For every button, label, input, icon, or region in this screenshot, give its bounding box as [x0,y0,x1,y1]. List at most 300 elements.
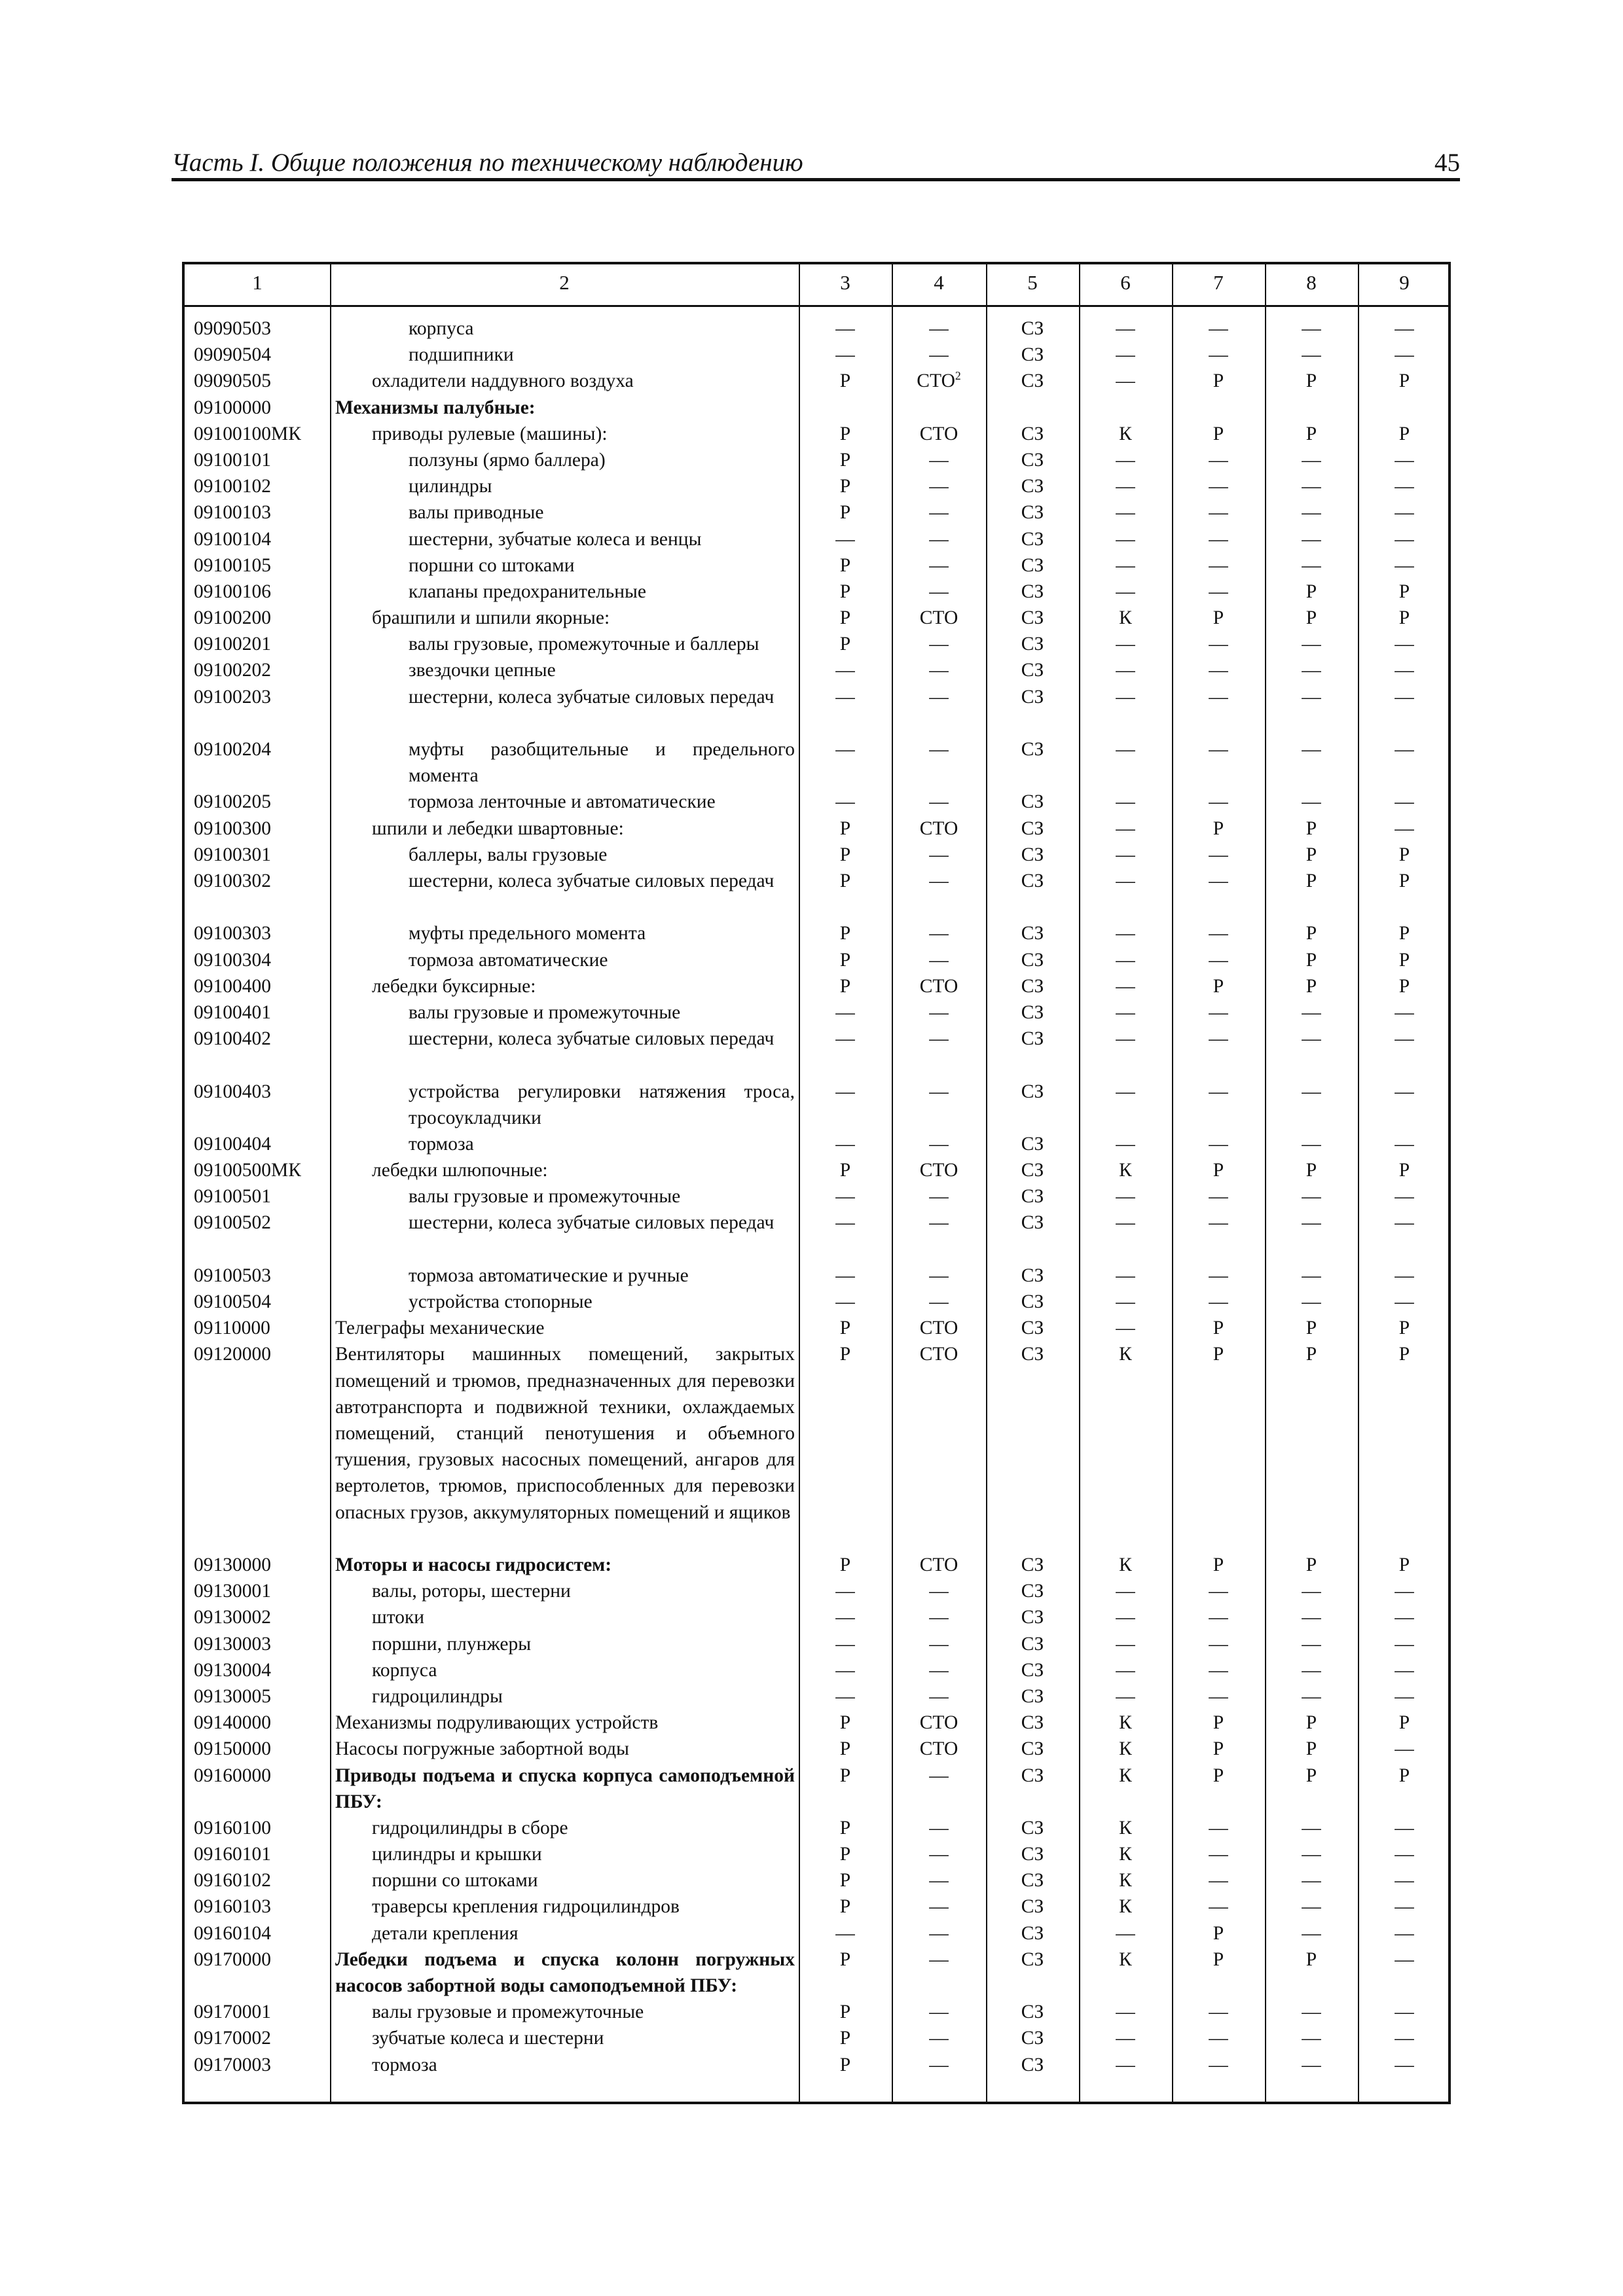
mark-value: — [1209,502,1228,524]
mark-c3 [799,1210,892,1236]
mark-value: — [1209,1291,1228,1313]
table-row [185,1946,1448,1999]
item-name: валы приводные [409,502,544,524]
mark-value: СЗ [1021,502,1044,524]
mark-value: — [1116,502,1135,524]
mark-value: — [1302,1817,1321,1839]
mark-value: — [1395,1817,1414,1839]
item-code: 09100502 [194,1212,271,1234]
mark-value: Р [839,1344,851,1365]
mark-c7 [1172,1552,1265,1578]
mark-c4 [892,973,986,999]
mark-c3 [799,842,892,868]
mark-value: — [1302,1844,1321,1865]
mark-c7 [1172,1841,1265,1867]
mark-c7 [1172,315,1265,342]
mark-c9 [1358,1893,1451,1920]
mark-value: — [835,1607,855,1628]
mark-value: — [1209,1817,1228,1839]
mark-value: — [1116,634,1135,655]
mark-value: — [1116,844,1135,865]
column-header-5: 5 [1027,271,1038,294]
mark-value: Р [1305,1738,1317,1760]
mark-c3 [799,920,892,946]
mark-c4 [892,552,986,579]
mark-value: СЗ [1021,581,1044,602]
mark-value: СЗ [1021,844,1044,865]
item-name: корпуса [409,318,474,339]
mark-c5 [986,1026,1079,1052]
mark-c3 [799,1131,892,1157]
mark-c5 [986,1815,1079,1841]
mark-c4 [892,1841,986,1867]
mark-value: — [1116,318,1135,339]
table-row [185,1893,1448,1920]
mark-c5 [986,868,1079,894]
mark-value: — [1395,502,1414,524]
mark-value: — [1395,554,1414,576]
mark-value: СТО [919,423,958,444]
mark-c7 [1172,1920,1265,1946]
mark-value: Р [839,607,851,629]
mark-c8 [1265,789,1358,815]
mark-c7 [1172,2025,1265,2051]
item-code: 09130005 [194,1685,271,1707]
item-name: подшипники [409,344,514,366]
mark-value: — [929,1896,949,1918]
item-name: цилиндры и крышки [372,1844,542,1865]
item-name: валы грузовые и промежуточные [409,1001,681,1023]
table-row [185,368,1448,394]
table-row [185,920,1448,946]
mark-c4 [892,1552,986,1578]
mark-value: СЗ [1021,1265,1044,1286]
mark-value: СЗ [1021,1896,1044,1918]
mark-value: Р [1305,844,1317,865]
item-code: 09110000 [194,1318,270,1339]
column-header-7: 7 [1213,271,1224,294]
mark-value: Р [1398,1344,1410,1365]
mark-c7 [1172,947,1265,973]
table-row [185,1026,1448,1078]
mark-c6 [1079,1578,1172,1604]
mark-value: СТО [919,1344,958,1365]
mark-c3 [799,1578,892,1604]
mark-value: — [1395,1133,1414,1155]
mark-c8 [1265,579,1358,605]
mark-value: — [929,1870,949,1892]
mark-c9 [1358,1131,1451,1157]
mark-c7 [1172,1631,1265,1657]
mark-value: Р [839,581,851,602]
mark-value: Р [1213,1765,1224,1786]
mark-value: — [929,528,949,550]
mark-c4 [892,473,986,499]
mark-c7 [1172,552,1265,579]
mark-c9 [1358,1026,1451,1052]
mark-c3 [799,1657,892,1683]
mark-c5 [986,605,1079,631]
mark-c3 [799,1341,892,1367]
mark-value: СЗ [1021,1922,1044,1944]
mark-c4 [892,1315,986,1341]
mark-c6 [1079,1683,1172,1710]
mark-value: — [1302,1633,1321,1655]
mark-value: — [1302,1081,1321,1102]
mark-value: — [1209,1028,1228,1050]
mark-value: СЗ [1021,1028,1044,1050]
mark-value: — [1395,1607,1414,1628]
table-row [185,1289,1448,1315]
mark-c8 [1265,1815,1358,1841]
item-name: зубчатые колеса и шестерни [372,2028,604,2049]
mark-c9 [1358,816,1451,842]
mark-c8 [1265,1263,1358,1289]
mark-c8 [1265,315,1358,342]
item-name: шестерни, колеса зубчатые силовых передач [409,686,775,708]
item-code: 09160101 [194,1844,271,1865]
mark-c8 [1265,842,1358,868]
mark-c6 [1079,1657,1172,1683]
mark-c6 [1079,1999,1172,2025]
mark-c5 [986,842,1079,868]
mark-value: Р [839,844,851,865]
table-row [185,1604,1448,1630]
mark-c7 [1172,342,1265,368]
mark-value: СЗ [1021,1133,1044,1155]
item-name: устройства стопорные [409,1291,593,1313]
item-code: 09100204 [194,739,271,761]
mark-c3 [799,579,892,605]
mark-c7 [1172,1315,1265,1341]
mark-value: — [929,844,949,865]
item-name: устройства регулировки натяжения троса, тросоукладчики [409,1081,795,1128]
mark-value: Р [1305,1554,1317,1575]
mark-c6 [1079,1157,1172,1183]
mark-value: Р [839,870,851,891]
mark-c7 [1172,868,1265,894]
item-code: 09100205 [194,791,271,813]
mark-value: Р [839,2028,851,2049]
mark-value: Р [1398,1765,1410,1786]
mark-c5 [986,315,1079,342]
mark-c9 [1358,1657,1451,1683]
mark-value: Р [839,1948,851,1970]
mark-value: — [1209,1844,1228,1865]
mark-value: — [1209,791,1228,813]
mark-value: Р [839,975,851,997]
item-code: 09100304 [194,949,271,971]
mark-c3 [799,1763,892,1789]
mark-value: — [835,318,855,339]
item-name: поршни со штоками [372,1870,538,1892]
mark-value: Р [1305,1765,1317,1786]
mark-value: — [1116,686,1135,708]
mark-c5 [986,1263,1079,1289]
mark-c7 [1172,1710,1265,1736]
mark-value: — [1395,476,1414,497]
mark-value: — [1116,791,1135,813]
mark-c8 [1265,973,1358,999]
mark-c5 [986,1631,1079,1657]
mark-value: К [1119,423,1132,444]
mark-c3 [799,789,892,815]
mark-c6 [1079,1131,1172,1157]
mark-c3 [799,1736,892,1762]
item-code: 09160102 [194,1870,271,1892]
mark-c9 [1358,1210,1451,1236]
mark-c8 [1265,1183,1358,1210]
mark-c6 [1079,1341,1172,1367]
mark-c5 [986,2052,1079,2078]
mark-value: СЗ [1021,1001,1044,1023]
mark-c5 [986,736,1079,762]
mark-value: — [929,739,949,761]
mark-c3 [799,2052,892,2078]
mark-c7 [1172,1157,1265,1183]
mark-value: Р [1213,370,1224,392]
table-row [185,315,1448,342]
mark-value: — [835,791,855,813]
mark-value: — [1116,449,1135,471]
mark-value: — [835,1291,855,1313]
mark-c8 [1265,447,1358,473]
mark-value: Р [1398,423,1410,444]
mark-c7 [1172,1893,1265,1920]
item-code: 09100200 [194,607,271,629]
mark-value: — [929,344,949,366]
mark-c5 [986,2025,1079,2051]
mark-c4 [892,816,986,842]
mark-c7 [1172,1210,1265,1236]
mark-c8 [1265,1946,1358,1973]
item-name: Моторы и насосы гидросистем: [335,1554,612,1575]
mark-c9 [1358,1079,1451,1105]
mark-c6 [1079,1946,1172,1973]
mark-value: — [1116,2054,1135,2075]
mark-c9 [1358,1341,1451,1367]
mark-value: — [1395,791,1414,813]
item-code: 09100404 [194,1133,271,1155]
table-row [185,1552,1448,1578]
item-code: 09100000 [194,397,271,418]
table-row [185,552,1448,579]
table-row [185,1920,1448,1946]
table-row [185,2025,1448,2051]
item-code: 09100104 [194,528,271,550]
mark-c6 [1079,1867,1172,1893]
mark-value: Р [1398,923,1410,944]
item-name: муфты разобщительные и предельного момента [409,739,795,787]
item-code: 09100401 [194,1001,271,1023]
mark-c7 [1172,1683,1265,1710]
mark-value: — [1209,949,1228,971]
mark-c8 [1265,920,1358,946]
mark-c7 [1172,421,1265,447]
mark-value: — [1395,739,1414,761]
mark-value: — [1116,1318,1135,1339]
mark-value: — [1395,528,1414,550]
mark-value: К [1119,1948,1132,1970]
mark-c9 [1358,868,1451,894]
mark-c8 [1265,657,1358,683]
mark-value: СЗ [1021,1160,1044,1181]
mark-c3 [799,1315,892,1341]
item-code: 09100400 [194,975,271,997]
mark-c8 [1265,1578,1358,1604]
mark-c5 [986,1552,1079,1578]
mark-value: — [1116,1659,1135,1681]
mark-c7 [1172,473,1265,499]
mark-value: — [1116,1212,1135,1234]
item-code: 09160103 [194,1896,271,1918]
item-name: тормоза автоматические [409,949,608,971]
mark-value: СЗ [1021,1685,1044,1707]
mark-value: СЗ [1021,1607,1044,1628]
mark-c4 [892,1710,986,1736]
mark-c8 [1265,473,1358,499]
column-header-4: 4 [934,271,944,294]
mark-value: Р [1305,1344,1317,1365]
mark-c6 [1079,315,1172,342]
mark-c6 [1079,2025,1172,2051]
mark-value: Р [1305,423,1317,444]
item-code: 09100402 [194,1028,271,1050]
mark-value: СТО [919,1318,958,1339]
mark-c8 [1265,736,1358,762]
mark-c7 [1172,1263,1265,1289]
item-name: траверсы крепления гидроцилиндров [372,1896,680,1918]
mark-value: Р [1398,607,1410,629]
mark-c9 [1358,526,1451,552]
mark-value: — [1302,1133,1321,1155]
mark-c7 [1172,1946,1265,1973]
mark-c8 [1265,1079,1358,1105]
mark-value: Р [839,1554,851,1575]
item-name: брашпили и шпили якорные: [372,607,610,629]
mark-c4 [892,631,986,657]
mark-value: — [929,2001,949,2023]
mark-c7 [1172,526,1265,552]
item-code: 09160000 [194,1765,271,1786]
mark-value: — [1302,502,1321,524]
mark-value: — [1209,1685,1228,1707]
mark-c9 [1358,631,1451,657]
mark-c4 [892,315,986,342]
mark-value: — [1209,554,1228,576]
mark-c9 [1358,1183,1451,1210]
mark-value: СЗ [1021,1870,1044,1892]
mark-value: — [1302,1685,1321,1707]
mark-value: — [929,949,949,971]
mark-value: К [1119,607,1132,629]
mark-value: — [1116,1133,1135,1155]
mark-value: — [1209,2001,1228,2023]
mark-c4 [892,1867,986,1893]
table-row [185,1183,1448,1210]
mark-c3 [799,1263,892,1289]
mark-value: Р [1398,581,1410,602]
mark-c3 [799,315,892,342]
mark-c3 [799,973,892,999]
mark-c3 [799,552,892,579]
mark-value: — [1395,660,1414,681]
mark-value: Р [1398,1712,1410,1734]
header-rule [185,305,1448,307]
table-row [185,789,1448,815]
item-code: 09100403 [194,1081,271,1102]
mark-c5 [986,473,1079,499]
mark-c7 [1172,1736,1265,1762]
mark-c3 [799,1683,892,1710]
item-name: Лебедки подъема и спуска колонн погружных насосов забортной воды самоподъемной ПБУ: [335,1948,795,1997]
mark-c5 [986,1893,1079,1920]
mark-value: Р [839,817,851,839]
item-code: 09100203 [194,686,271,708]
mark-value: Р [1305,949,1317,971]
mark-c5 [986,1736,1079,1762]
table-row [185,1263,1448,1289]
table-row [185,631,1448,657]
item-code: 09100303 [194,923,271,944]
table-row [185,1841,1448,1867]
mark-c4 [892,1657,986,1683]
mark-value: Р [1213,1712,1224,1734]
table-row [185,684,1448,736]
mark-value: СЗ [1021,449,1044,471]
mark-value: — [929,1817,949,1839]
mark-c4 [892,736,986,762]
mark-value: СЗ [1021,528,1044,550]
column-header-2: 2 [559,271,570,294]
mark-c3 [799,1999,892,2025]
mark-c3 [799,526,892,552]
mark-c7 [1172,657,1265,683]
mark-value: — [1395,2028,1414,2049]
mark-c4 [892,1815,986,1841]
mark-c6 [1079,1026,1172,1052]
mark-value: — [835,1028,855,1050]
mark-value: Р [1213,975,1224,997]
item-name: шестерни, колеса зубчатые силовых передач [409,1212,775,1234]
mark-c6 [1079,947,1172,973]
table-row [185,999,1448,1026]
mark-value: Р [1305,1948,1317,1970]
mark-value: Р [839,370,851,392]
item-code: 09170002 [194,2028,271,2049]
mark-value: Р [1213,423,1224,444]
mark-c6 [1079,816,1172,842]
table-row [185,973,1448,999]
mark-value: — [1116,581,1135,602]
mark-c7 [1172,631,1265,657]
item-name: поршни со штоками [409,554,575,576]
mark-c4 [892,789,986,815]
table-row [185,1341,1448,1552]
item-name: шестерни, зубчатые колеса и венцы [409,528,702,550]
mark-value: — [835,1922,855,1944]
mark-c4 [892,1763,986,1789]
mark-c8 [1265,816,1358,842]
mark-c7 [1172,789,1265,815]
mark-c6 [1079,1079,1172,1105]
mark-c3 [799,868,892,894]
mark-value: СЗ [1021,791,1044,813]
item-code: 09130001 [194,1581,271,1602]
mark-value: — [1302,1581,1321,1602]
mark-value: СЗ [1021,370,1044,392]
mark-value: — [1302,476,1321,497]
